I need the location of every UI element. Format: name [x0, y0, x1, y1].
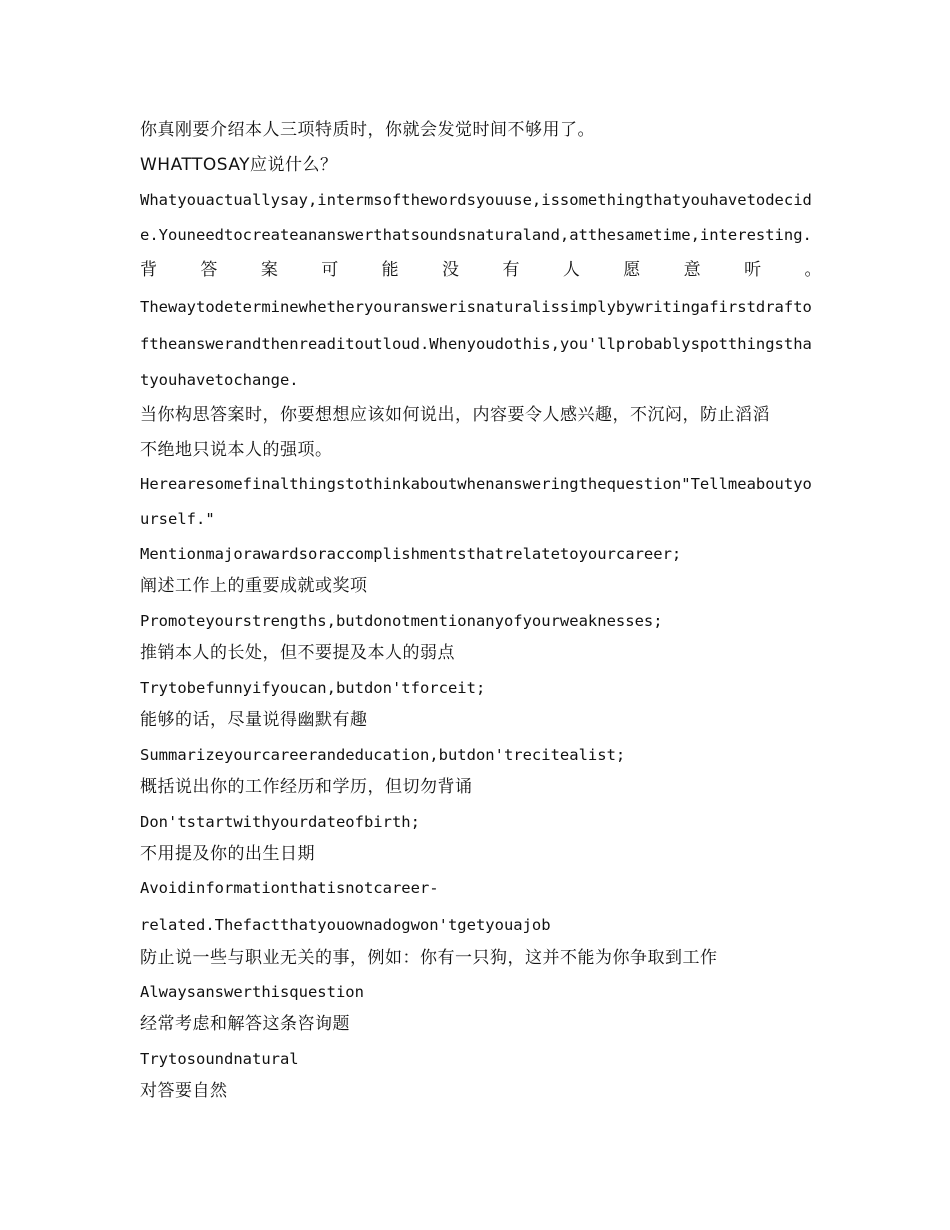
char: 没: [442, 260, 460, 280]
char: 背: [140, 260, 158, 280]
text-line: 不用提及你的出生日期: [140, 844, 315, 864]
text-line: e.Youneedtocreateananswerthatsoundsnaturaland,atthesametime,interesting.: [140, 226, 812, 244]
text-line: Trytosoundnatural: [140, 1050, 299, 1068]
char: 愿: [623, 260, 641, 280]
char: 听: [744, 260, 762, 280]
text-line: Thewaytodeterminewhetheryouranswerisnaturalissimplybywritingafirstdraftо: [140, 298, 812, 316]
text-line: 阐述工作上的重要成就或奖项: [140, 576, 368, 596]
section-heading: WHATTOSAY应说什么？: [140, 155, 338, 175]
text-line: urself.": [140, 510, 215, 528]
text-line: Whatyouactuallysay,intermsofthewordsyouuse,issomethingthatyouhavetodecid: [140, 191, 812, 209]
char: 人: [562, 260, 581, 280]
text-line: 推销本人的长处，但不要提及本人的弱点: [140, 643, 455, 663]
char: 有: [502, 260, 520, 280]
text-line: Avoidinformationthatisnotcareer-: [140, 879, 439, 897]
text-line: tyouhavetochange.: [140, 371, 299, 389]
text-line: Trytobefunnyifyoucan,butdon'tforceit;: [140, 679, 486, 697]
char: 意: [683, 260, 702, 280]
text-line: Don'tstartwithyourdateofbirth;: [140, 813, 420, 831]
text-line: related.Thefactthatyouownadogwon'tgetyouajob: [140, 916, 551, 934]
char: 可: [321, 260, 339, 280]
justified-text-line: [140, 260, 822, 280]
text-line: ftheanswerandthenreaditoutloud.Whenyoudothis,you'llprobablyspotthingstha: [140, 335, 812, 353]
text-line: Alwaysanswerthisquestion: [140, 983, 364, 1001]
text-line: 经常考虑和解答这条咨询题: [140, 1014, 350, 1034]
text-line: 当你构思答案时，你要想想应该如何说出，内容要令人感兴趣，不沉闷，防止滔滔: [140, 405, 770, 425]
char: 答: [200, 260, 218, 280]
char: 案: [260, 260, 279, 280]
text-line: Promoteyourstrengths,butdonotmentionanyofyourweaknesses;: [140, 612, 663, 630]
text-line: 防止说一些与职业无关的事，例如：你有一只狗，这并不能为你争取到工作: [140, 948, 718, 968]
text-line: Herearesomefinalthingstothinkaboutwhenansweringthequestion"Tellmeaboutyo: [140, 475, 812, 493]
text-line: 对答要自然: [140, 1081, 228, 1101]
char: 。: [804, 260, 822, 280]
text-line: 你真刚要介绍本人三项特质时，你就会发觉时间不够用了。: [140, 120, 595, 140]
char: 能: [381, 260, 400, 280]
text-line: Mentionmajorawardsoraccomplishmentsthatrelatetoyourcareer;: [140, 545, 682, 563]
text-line: 概括说出你的工作经历和学历，但切勿背诵: [140, 777, 473, 797]
text-line: Summarizeyourcareerandeducation,butdon'trecitealist;: [140, 746, 626, 764]
text-line: 不绝地只说本人的强项。: [140, 440, 333, 460]
text-line: 能够的话，尽量说得幽默有趣: [140, 710, 368, 730]
